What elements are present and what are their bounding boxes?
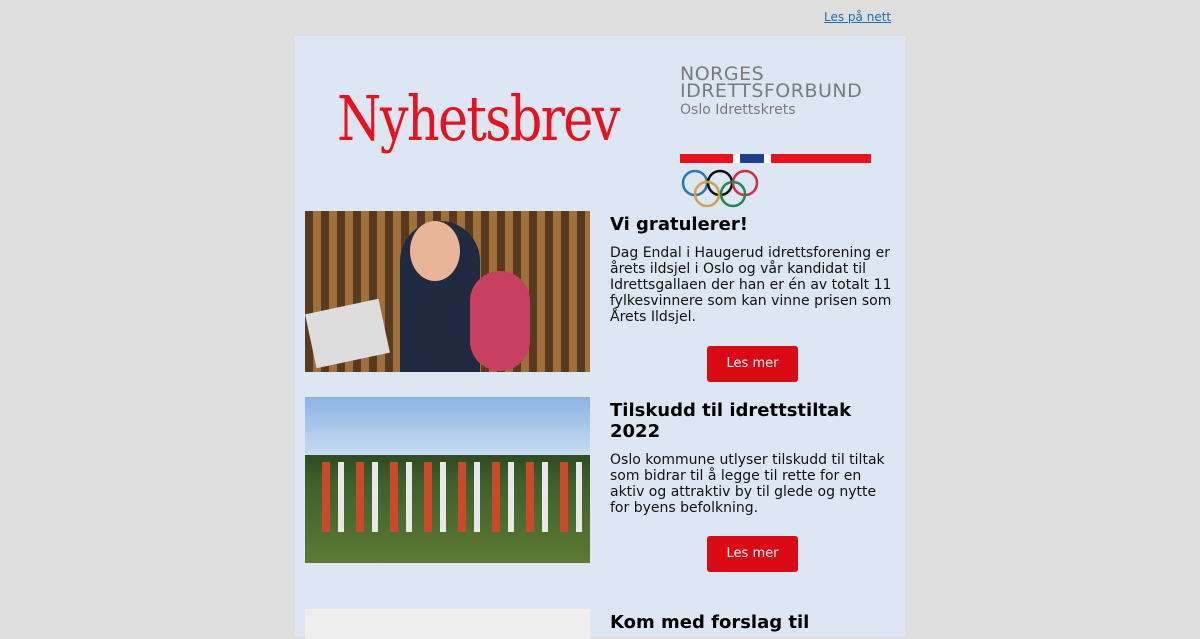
- logo-line2: IDRETTSFORBUND: [680, 80, 863, 102]
- newsletter-title: Nyhetsbrev: [337, 82, 619, 155]
- olympic-rings-icon: [680, 168, 765, 208]
- article-3-title: Kom med forslag til: [610, 612, 810, 633]
- article-2-photo: [305, 397, 590, 563]
- article-1-body: Dag Endal i Haugerud idrettsforening er årets ildsjel i Oslo og vår kandidat til Idrettsgallaen der han er én av totalt 11 fylkesvinnere som kan vinne prisen som Årets Ildsjel.: [610, 245, 892, 325]
- flag-stripe: [680, 154, 871, 163]
- logo-line3: Oslo Idrettskrets: [680, 102, 796, 118]
- article-2-body: Oslo kommune utlyser tilskudd til tiltak som bidrar til å legge til rette for en aktiv og attraktiv by til glede og nytte for byens befolkning.: [610, 452, 885, 516]
- article-1-photo: [305, 211, 590, 372]
- read-more-button-2[interactable]: Les mer: [707, 536, 798, 572]
- read-online-link[interactable]: Les på nett: [824, 10, 892, 24]
- article-3-photo: [305, 609, 590, 639]
- article-1-title: Vi gratulerer!: [610, 214, 748, 235]
- logo-line1: NORGES: [680, 63, 765, 85]
- nif-logo: [680, 63, 875, 118]
- article-2-title: Tilskudd til idrettstiltak 2022: [610, 400, 852, 442]
- newsletter-panel: [295, 36, 905, 636]
- read-more-button-1[interactable]: Les mer: [707, 346, 798, 382]
